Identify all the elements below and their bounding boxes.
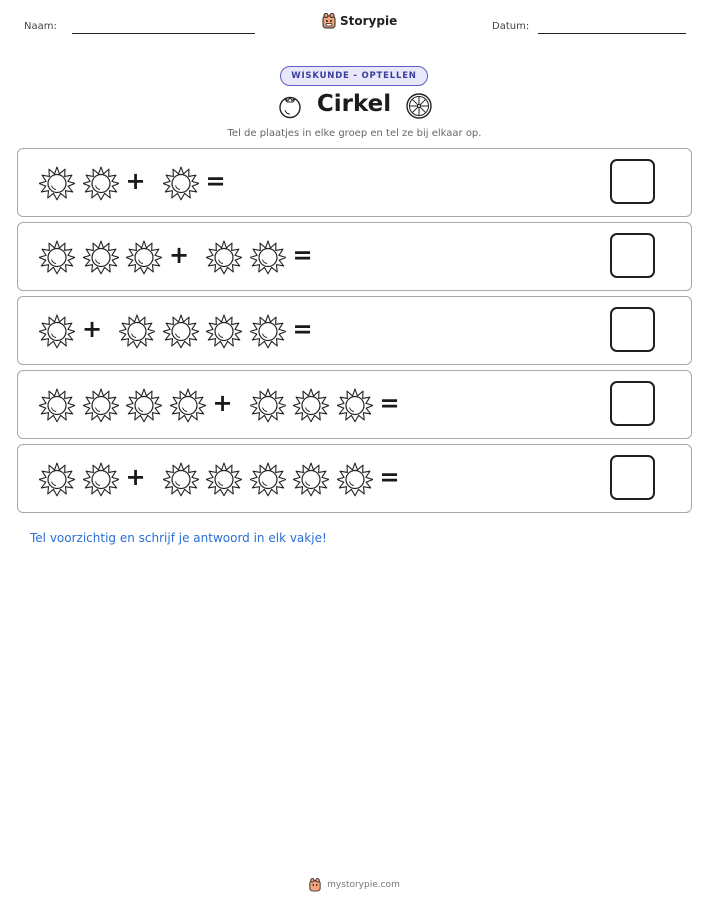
sun-icon: [83, 165, 119, 201]
plus-sign: +: [212, 389, 233, 417]
sun-icon: [337, 461, 373, 497]
answer-box[interactable]: [610, 307, 655, 352]
brand-name: Storypie: [340, 14, 398, 28]
name-label: Naam:: [24, 21, 57, 32]
tip-text: Tel voorzichtig en schrijf je antwoord in elk vakje!: [30, 531, 327, 545]
problem-row: [17, 370, 692, 439]
equals-sign: =: [205, 167, 226, 195]
sun-icon: [39, 387, 75, 423]
name-line[interactable]: [72, 33, 255, 34]
plus-sign: +: [168, 241, 190, 269]
plus-sign: +: [125, 463, 146, 491]
sun-icon: [170, 387, 206, 423]
sun-icon: [83, 461, 119, 497]
sun-icon: [39, 461, 75, 497]
sun-icon: [126, 387, 162, 423]
sun-icon: [250, 239, 286, 275]
sun-icon: [206, 461, 242, 497]
brand-logo: [322, 13, 397, 29]
sun-icon: [250, 461, 286, 497]
citrus-slice-icon: [405, 92, 433, 120]
problem-row: [17, 222, 692, 291]
instructions-text: Tel de plaatjes in elke groep en tel ze bij elkaar op.: [227, 128, 482, 139]
equals-sign: =: [292, 315, 313, 343]
date-line[interactable]: [538, 33, 686, 34]
date-label: Datum:: [492, 21, 530, 32]
sun-icon: [39, 239, 75, 275]
problem-row: [17, 148, 692, 217]
subject-badge: WISKUNDE - OPTELLEN: [280, 66, 428, 86]
sun-icon: [163, 165, 199, 201]
problem-row: [17, 444, 692, 513]
answer-box[interactable]: [610, 455, 655, 500]
sun-icon: [206, 239, 242, 275]
storypie-mascot-icon: [309, 878, 321, 892]
sun-icon: [293, 387, 329, 423]
answer-box[interactable]: [610, 381, 655, 426]
sun-icon: [250, 387, 286, 423]
problem-row: [17, 296, 692, 365]
sun-icon: [163, 313, 199, 349]
sun-icon: [83, 387, 119, 423]
sun-icon: [250, 313, 286, 349]
sun-icon: [163, 461, 199, 497]
storypie-mascot-icon: [322, 13, 336, 29]
plus-sign: +: [125, 167, 146, 195]
sun-icon: [39, 313, 75, 349]
sun-icon: [337, 387, 373, 423]
equals-sign: =: [292, 241, 313, 269]
sun-icon: [126, 239, 162, 275]
sun-icon: [293, 461, 329, 497]
sun-icon: [39, 165, 75, 201]
sun-icon: [83, 239, 119, 275]
equals-sign: =: [379, 389, 400, 417]
footer: [0, 878, 709, 892]
page-title: Cirkel: [316, 91, 392, 117]
equals-sign: =: [379, 463, 400, 491]
footer-url[interactable]: mystorypie.com: [327, 880, 400, 890]
plus-sign: +: [81, 315, 103, 343]
sun-icon: [206, 313, 242, 349]
answer-box[interactable]: [610, 159, 655, 204]
sun-icon: [119, 313, 155, 349]
answer-box[interactable]: [610, 233, 655, 278]
